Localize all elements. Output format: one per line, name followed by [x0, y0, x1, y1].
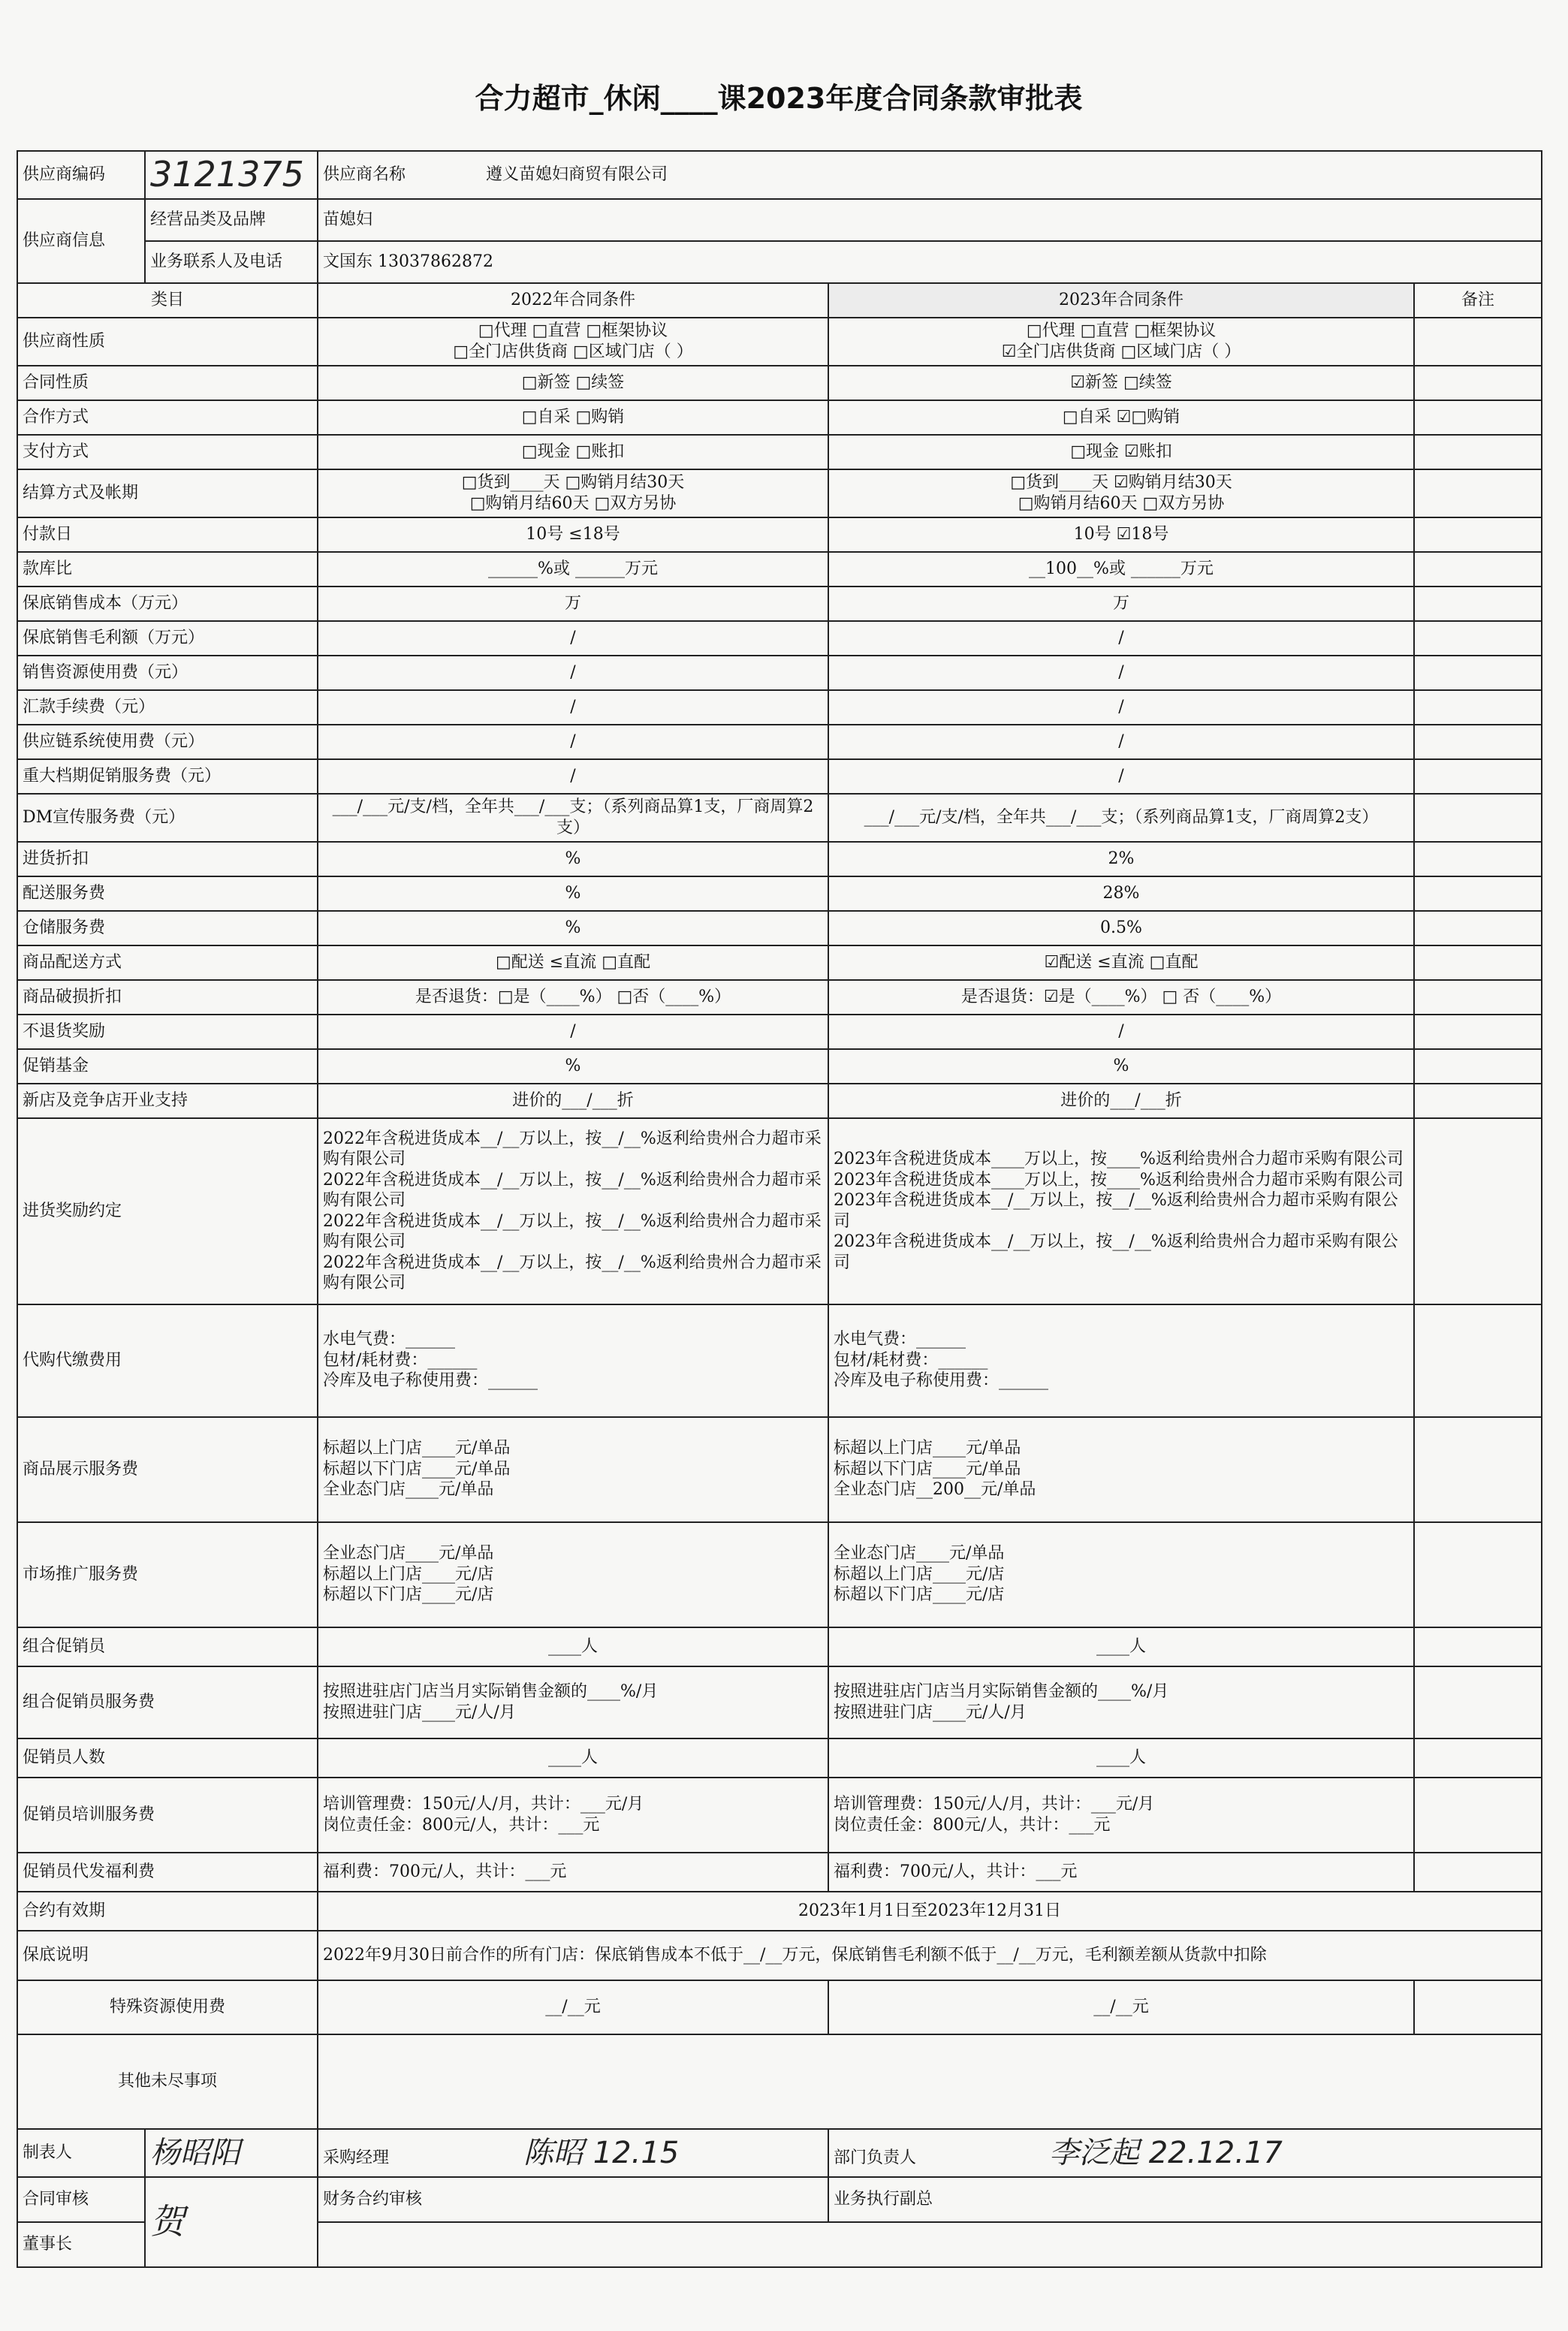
special-2023: __/__元 [828, 1980, 1414, 2034]
term-2022-value: ______%或 ______万元 [318, 552, 828, 587]
guarantee-value: 2022年9月30日前合作的所有门店：保底销售成本不低于__/__万元，保底销售毛利额不低于__/__万元，毛利额差额从货款中扣除 [318, 1931, 1542, 1980]
training-row [17, 1778, 1542, 1853]
term-2022-value: / [318, 1015, 828, 1049]
term-note [1414, 656, 1542, 690]
supplier-name-label: 供应商名称 [323, 165, 406, 184]
term-2023-value: / [828, 656, 1414, 690]
term-row [17, 318, 1542, 366]
validity-value: 2023年1月1日至2023年12月31日 [318, 1892, 1542, 1931]
term-2023-value: □代理 □直营 □框架协议 ☑全门店供货商 □区域门店（ ） [828, 318, 1414, 366]
header-2023: 2023年合同条件 [828, 283, 1414, 318]
term-2023-value: 10号 ☑18号 [828, 517, 1414, 552]
term-label: 进货折扣 [17, 842, 318, 876]
sign-row-2 [17, 2177, 1542, 2222]
term-2023-value: ___/___元/支/档，全年共___/___支；（系列商品算1支，厂商周算2支） [828, 794, 1414, 842]
term-2022-value: 是否退货：□是（____%） □否（____%） [318, 980, 828, 1015]
training-2022-item: 培训管理费：150元/人/月，共计：___元/月 [323, 1795, 644, 1814]
term-2022-value: 进价的___/___折 [318, 1084, 828, 1118]
term-label: 销售资源使用费（元） [17, 656, 318, 690]
count-2022: ____人 [318, 1738, 828, 1778]
other-label: 其他未尽事项 [17, 2034, 318, 2129]
term-label: 保底销售毛利额（万元） [17, 621, 318, 656]
agency-2023-item: 冷库及电子称使用费：______ [834, 1371, 1049, 1391]
term-2023-value: / [828, 1015, 1414, 1049]
combo-2022: ____人 [318, 1627, 828, 1666]
term-2022-value: / [318, 621, 828, 656]
incentive-row [17, 1118, 1542, 1304]
display-label: 商品展示服务费 [17, 1417, 318, 1522]
incentive-2022-line: 2022年含税进货成本__/__万以上，按__/__%返利给贵州合力超市采购有限公司 [323, 1129, 822, 1169]
term-row [17, 469, 1542, 517]
guarantee-row [17, 1931, 1542, 1980]
term-row [17, 621, 1542, 656]
term-2022-value: 万 [318, 587, 828, 621]
incentive-2023-line: 2023年含税进货成本__/__万以上，按__/__%返利给贵州合力超市采购有限公司 [834, 1232, 1398, 1272]
term-label: 合同性质 [17, 366, 318, 400]
term-2023-value: 2% [828, 842, 1414, 876]
training-2023-item: 岗位责任金：800元/人，共计：___元 [834, 1815, 1111, 1835]
market-label: 市场推广服务费 [17, 1522, 318, 1627]
term-2023-value: / [828, 725, 1414, 759]
combo-fee-2022-item: 按照进驻店门店当月实际销售金额的____%/月 [323, 1682, 659, 1701]
term-label: 支付方式 [17, 435, 318, 469]
incentive-2023-line: 2023年含税进货成本____万以上，按____%返利给贵州合力超市采购有限公司 [834, 1150, 1404, 1169]
combo-fee-2023-item: 按照进驻店门店当月实际销售金额的____%/月 [834, 1682, 1169, 1701]
term-label: 重大档期促销服务费（元） [17, 759, 318, 794]
agency-2022-item: 包材/耗材费：______ [323, 1350, 478, 1370]
validity-label: 合约有效期 [17, 1892, 318, 1931]
contract-label: 合同审核 [17, 2177, 145, 2222]
combo-fee-2022-item: 按照进驻门店____元/人/月 [323, 1702, 516, 1722]
combo-fee-label: 组合促销员服务费 [17, 1666, 318, 1738]
term-note [1414, 759, 1542, 794]
count-row [17, 1738, 1542, 1778]
term-note [1414, 517, 1542, 552]
term-note [1414, 318, 1542, 366]
term-note [1414, 435, 1542, 469]
term-row [17, 552, 1542, 587]
term-note [1414, 366, 1542, 400]
agency-2022-item: 水电气费：______ [323, 1330, 456, 1349]
term-label: 汇款手续费（元） [17, 690, 318, 725]
term-row [17, 587, 1542, 621]
welfare-row [17, 1853, 1542, 1892]
term-2023-value: 是否退货：☑是（____%） □ 否（____%） [828, 980, 1414, 1015]
contact-value: 文国东 13037862872 [318, 241, 1542, 283]
header-row [17, 283, 1542, 318]
agency-row [17, 1304, 1542, 1417]
training-2022-item: 岗位责任金：800元/人，共计：___元 [323, 1815, 600, 1835]
supplier-code-label: 供应商编码 [17, 151, 145, 199]
agency-label: 代购代缴费用 [17, 1304, 318, 1417]
term-label: 合作方式 [17, 400, 318, 435]
chair-signature: 贺 [145, 2177, 318, 2267]
term-note [1414, 725, 1542, 759]
term-label: 促销基金 [17, 1049, 318, 1084]
term-2023-value: / [828, 690, 1414, 725]
term-note [1414, 842, 1542, 876]
approval-form [17, 45, 1541, 2290]
term-row [17, 517, 1542, 552]
term-label: 款库比 [17, 552, 318, 587]
term-2023-value: ☑新签 □续签 [828, 366, 1414, 400]
term-2022-value: □货到____天 □购销月结30天 □购销月结60天 □双方另协 [318, 469, 828, 517]
term-2022-value: 10号 ≤18号 [318, 517, 828, 552]
term-label: 新店及竞争店开业支持 [17, 1084, 318, 1118]
term-2022-value: / [318, 656, 828, 690]
term-note [1414, 469, 1542, 517]
term-row [17, 366, 1542, 400]
category-brand-label: 经营品类及品牌 [145, 199, 318, 241]
term-row [17, 656, 1542, 690]
term-2023-value: □现金 ☑账扣 [828, 435, 1414, 469]
incentive-2022-line: 2022年含税进货成本__/__万以上，按__/__%返利给贵州合力超市采购有限公司 [323, 1253, 822, 1292]
term-rows [17, 318, 1542, 1118]
term-2022-value: □现金 □账扣 [318, 435, 828, 469]
term-row [17, 842, 1542, 876]
maker-signature: 杨昭阳 [145, 2129, 318, 2177]
combo-fee-row [17, 1666, 1542, 1738]
validity-row [17, 1892, 1542, 1931]
header-note: 备注 [1414, 283, 1542, 318]
display-2022-item: 全业态门店____元/单品 [323, 1480, 494, 1500]
market-2023-item: 标超以下门店____元/店 [834, 1585, 1005, 1605]
incentive-2022-line: 2022年含税进货成本__/__万以上，按__/__%返利给贵州合力超市采购有限公司 [323, 1170, 822, 1210]
term-2022-value: / [318, 759, 828, 794]
agency-2022-item: 冷库及电子称使用费：______ [323, 1371, 538, 1391]
term-label: 供应链系统使用费（元） [17, 725, 318, 759]
term-2022-value: □新签 □续签 [318, 366, 828, 400]
market-2022-item: 标超以上门店____元/店 [323, 1564, 494, 1584]
header-2022: 2022年合同条件 [318, 283, 828, 318]
term-label: 仓储服务费 [17, 911, 318, 945]
combo-label: 组合促销员 [17, 1627, 318, 1666]
market-2023-item: 全业态门店____元/单品 [834, 1544, 1005, 1564]
term-label: 结算方式及帐期 [17, 469, 318, 517]
term-2023-value: □货到____天 ☑购销月结30天 □购销月结60天 □双方另协 [828, 469, 1414, 517]
display-2022-item: 标超以上门店____元/单品 [323, 1439, 511, 1458]
term-2022-value: % [318, 842, 828, 876]
term-2023-value: 0.5% [828, 911, 1414, 945]
term-row [17, 435, 1542, 469]
sign-row-1 [17, 2129, 1542, 2177]
term-label: 不退货奖励 [17, 1015, 318, 1049]
market-2023-item: 标超以上门店____元/店 [834, 1564, 1005, 1584]
term-2023-value: 28% [828, 876, 1414, 911]
approval-table [17, 150, 1542, 2268]
term-label: DM宣传服务费（元） [17, 794, 318, 842]
display-2022-item: 标超以下门店____元/单品 [323, 1459, 511, 1479]
term-2023-value: % [828, 1049, 1414, 1084]
term-2023-value: ☑配送 ≤直流 □直配 [828, 945, 1414, 980]
term-row [17, 725, 1542, 759]
display-2023-item: 标超以上门店____元/单品 [834, 1439, 1021, 1458]
incentive-2023-line: 2023年含税进货成本____万以上，按____%返利给贵州合力超市采购有限公司 [834, 1170, 1404, 1190]
other-row [17, 2034, 1542, 2129]
agency-2023-item: 包材/耗材费：______ [834, 1350, 988, 1370]
term-label: 配送服务费 [17, 876, 318, 911]
market-2022-item: 全业态门店____元/单品 [323, 1544, 494, 1564]
display-2023-item: 全业态门店__200__元/单品 [834, 1480, 1036, 1500]
term-2022-value: ___/___元/支/档，全年共___/___支；（系列商品算1支，厂商周算2支） [318, 794, 828, 842]
header-item: 类目 [17, 283, 318, 318]
supplier-name-value: 遵义苗媳妇商贸有限公司 [486, 165, 668, 184]
term-2022-value: / [318, 690, 828, 725]
term-2023-value: / [828, 621, 1414, 656]
term-label: 商品配送方式 [17, 945, 318, 980]
term-note [1414, 911, 1542, 945]
market-2022-item: 标超以下门店____元/店 [323, 1585, 494, 1605]
term-label: 商品破损折扣 [17, 980, 318, 1015]
term-note [1414, 1015, 1542, 1049]
term-note [1414, 794, 1542, 842]
term-note [1414, 690, 1542, 725]
training-2023-item: 培训管理费：150元/人/月，共计：___元/月 [834, 1795, 1155, 1814]
incentive-label: 进货奖励约定 [17, 1118, 318, 1304]
term-2022-value: / [318, 725, 828, 759]
term-row [17, 794, 1542, 842]
purchase-signature: 陈昭 12.15 [523, 2135, 680, 2170]
combo-row [17, 1627, 1542, 1666]
guarantee-label: 保底说明 [17, 1931, 318, 1980]
supplier-code-row [17, 151, 1542, 199]
term-note [1414, 1084, 1542, 1118]
display-row [17, 1417, 1542, 1522]
supplier-info-label: 供应商信息 [17, 199, 145, 283]
term-row [17, 759, 1542, 794]
count-2023: ____人 [828, 1738, 1414, 1778]
term-2023-value: 进价的___/___折 [828, 1084, 1414, 1118]
special-2022: __/__元 [318, 1980, 828, 2034]
market-row [17, 1522, 1542, 1627]
term-note [1414, 552, 1542, 587]
count-label: 促销员人数 [17, 1738, 318, 1778]
term-note [1414, 945, 1542, 980]
term-row [17, 911, 1542, 945]
term-2022-value: % [318, 876, 828, 911]
term-label: 供应商性质 [17, 318, 318, 366]
term-2023-value: / [828, 759, 1414, 794]
display-2023-item: 标超以下门店____元/单品 [834, 1459, 1021, 1479]
vp-label: 业务执行副总 [828, 2177, 1542, 2222]
term-2022-value: □代理 □直营 □框架协议 □全门店供货商 □区域门店（ ） [318, 318, 828, 366]
welfare-2023: 福利费：700元/人，共计：___元 [828, 1853, 1414, 1892]
term-2022-value: □自采 □购销 [318, 400, 828, 435]
term-row [17, 945, 1542, 980]
term-row [17, 980, 1542, 1015]
welfare-label: 促销员代发福利费 [17, 1853, 318, 1892]
term-note [1414, 400, 1542, 435]
term-row [17, 690, 1542, 725]
term-2023-value: □自采 ☑□购销 [828, 400, 1414, 435]
dept-label: 部门负责人 [834, 2148, 917, 2167]
dept-signature: 李泛起 22.12.17 [1049, 2135, 1283, 2170]
contact-label: 业务联系人及电话 [145, 241, 318, 283]
term-row [17, 1084, 1542, 1118]
term-2022-value: % [318, 911, 828, 945]
term-note [1414, 587, 1542, 621]
supplier-code-value: 3121375 [145, 151, 318, 199]
term-row [17, 1049, 1542, 1084]
term-2023-value: 万 [828, 587, 1414, 621]
term-label: 付款日 [17, 517, 318, 552]
term-label: 保底销售成本（万元） [17, 587, 318, 621]
supplier-info-row [17, 199, 1542, 241]
term-note [1414, 621, 1542, 656]
special-label: 特殊资源使用费 [17, 1980, 318, 2034]
term-note [1414, 1049, 1542, 1084]
term-2022-value: □配送 ≤直流 □直配 [318, 945, 828, 980]
category-brand-value: 苗媳妇 [318, 199, 1542, 241]
incentive-2022-line: 2022年含税进货成本__/__万以上，按__/__%返利给贵州合力超市采购有限公司 [323, 1211, 822, 1251]
term-note [1414, 876, 1542, 911]
chair-label: 董事长 [17, 2222, 145, 2267]
finance-label: 财务合约审核 [318, 2177, 828, 2222]
term-note [1414, 980, 1542, 1015]
combo-fee-2023-item: 按照进驻门店____元/人/月 [834, 1702, 1027, 1722]
special-row [17, 1980, 1542, 2034]
term-2022-value: % [318, 1049, 828, 1084]
welfare-2022: 福利费：700元/人，共计：___元 [318, 1853, 828, 1892]
term-2023-value: __100__%或 ______万元 [828, 552, 1414, 587]
combo-2023: ____人 [828, 1627, 1414, 1666]
agency-2023-item: 水电气费：______ [834, 1330, 966, 1349]
maker-label: 制表人 [17, 2129, 145, 2177]
purchase-label: 采购经理 [323, 2148, 390, 2167]
term-row [17, 1015, 1542, 1049]
term-row [17, 876, 1542, 911]
training-label: 促销员培训服务费 [17, 1778, 318, 1853]
incentive-2023-line: 2023年含税进货成本__/__万以上，按__/__%返利给贵州合力超市采购有限公司 [834, 1191, 1398, 1231]
page-title: 合力超市_休闲____课2023年度合同条款审批表 [475, 82, 1083, 115]
term-row [17, 400, 1542, 435]
